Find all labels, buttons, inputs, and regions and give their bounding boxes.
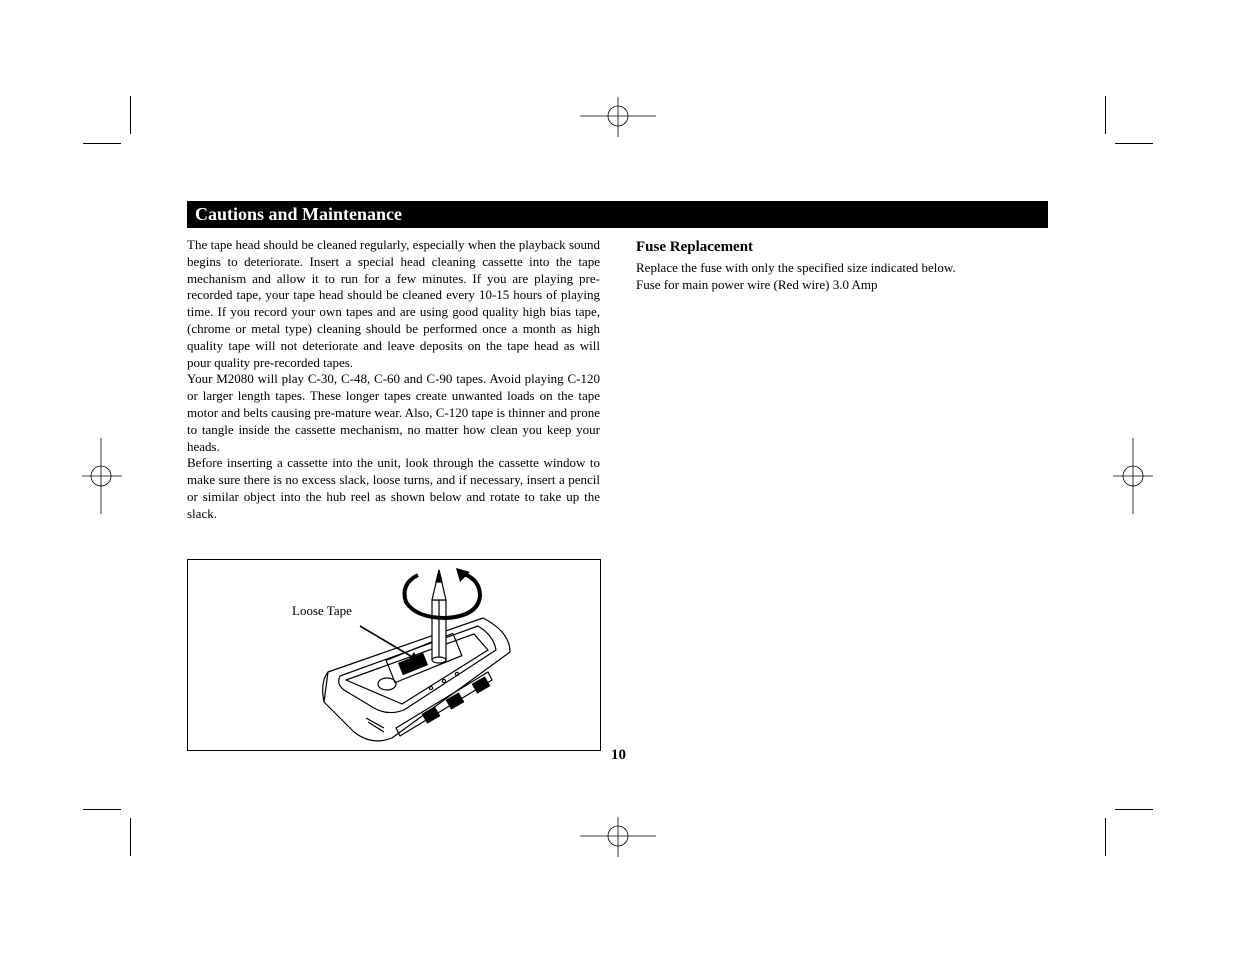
paragraph-tape-lengths: Your M2080 will play C-30, C-48, C-60 and C-90 tapes. Avoid playing C-120 or larger length tapes. These longer tapes create unwanted loads on the tape motor and belts causing pre-mature wear. Also, C-120 tape is thinner and prone to tangle inside the cassette mechanism, no matter how clean you keep your heads. (187, 371, 601, 454)
crop-mark (1115, 809, 1153, 810)
cassette-figure (187, 559, 601, 751)
loose-tape-label: Loose Tape (292, 603, 352, 618)
fuse-line: Fuse for main power wire (Red wire) 3.0 Amp (636, 277, 878, 292)
fuse-section (636, 238, 1056, 293)
crop-mark (1115, 143, 1153, 144)
fuse-line: Replace the fuse with only the specified size indicated below. (636, 260, 956, 275)
crop-mark (1105, 96, 1106, 134)
crop-mark (83, 809, 121, 810)
registration-mark-right (1113, 438, 1153, 514)
pointer-arrow (360, 626, 420, 662)
cassette-illustration (188, 560, 600, 750)
page-number: 10 (611, 747, 626, 763)
registration-mark-bottom (580, 817, 656, 857)
maintenance-text (187, 237, 600, 523)
registration-mark-top (580, 97, 656, 137)
cassette-icon (323, 618, 510, 741)
paragraph-head-cleaning: The tape head should be cleaned regularly, especially when the playback sound begins to deteriorate. Insert a special head cleaning cassette into the tape mechanism and allow it to run for a few minutes. If you are playing pre-recorded tape, your tape head should be cleaned every 10-15 hours of playing time. If you record your own tapes and are using good quality high bias tape, (chrome or metal type) cleaning should be performed once a month as high quality tape will not deteriorate and leave deposits on the tape head as will pour quality pre-recorded tapes. (187, 237, 600, 370)
crop-mark (1105, 818, 1106, 856)
crop-mark (130, 96, 131, 134)
crop-mark (83, 143, 121, 144)
fuse-heading: Fuse Replacement (636, 239, 754, 255)
section-header: Cautions and Maintenance (187, 201, 1048, 228)
crop-mark (130, 818, 131, 856)
registration-mark-left (82, 438, 122, 514)
paragraph-slack: Before inserting a cassette into the unit, look through the cassette window to make sure there is no excess slack, loose turns, and if necessary, insert a pencil or similar object into the hub reel as shown below and rotate to take up the slack. (187, 455, 600, 521)
